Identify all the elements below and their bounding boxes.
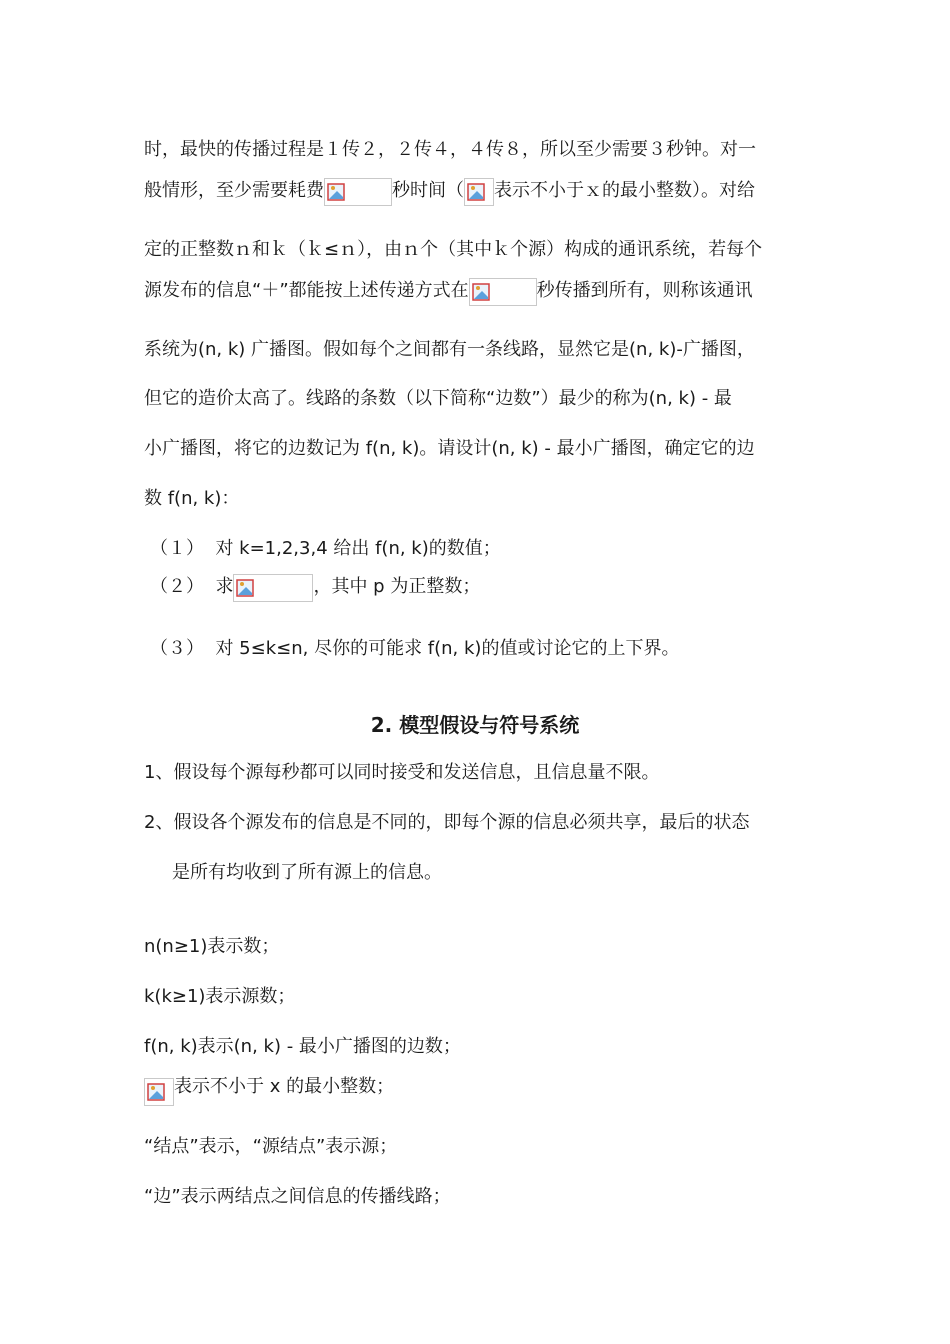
paragraph-line-2 — [144, 178, 755, 206]
question-text: 求 — [215, 576, 234, 597]
paragraph-line-4 — [144, 278, 753, 306]
paragraph-text: 秒传播到所有，则称该通讯 — [536, 280, 753, 301]
paragraph-line-6: 但它的造价太高了。线路的条数（以下简称“边数”）最少的称为(n, k) - 最 — [144, 388, 732, 409]
assumption-2: 2、假设各个源发布的信息是不同的，即每个源的信息必须共享，最后的状态 — [144, 812, 750, 833]
broken-image-icon — [327, 183, 345, 201]
section-heading: 2. 模型假设与符号系统 — [370, 713, 580, 737]
symbol-f: f(n, k)表示(n, k) - 最小广播图的边数； — [144, 1036, 461, 1057]
paragraph-text: 源发布的信息“＋”都能按上述传递方式在 — [144, 280, 469, 301]
formula-image — [469, 278, 537, 306]
question-text: 对 5≤k≤n, 尽你的可能求 f(n, k)的值或讨论它的上下界。 — [215, 638, 680, 659]
question-text: 对 k=1,2,3,4 给出 f(n, k)的数值； — [215, 538, 501, 559]
paragraph-text: 秒时间（ — [392, 180, 464, 201]
paragraph-line-1: 时，最快的传播过程是１传２，２传４，４传８，所以至少需要３秒钟。对一 — [144, 139, 756, 160]
broken-image-icon — [467, 183, 485, 201]
question-3 — [150, 636, 679, 662]
paragraph-line-8: 数 f(n, k)： — [144, 488, 240, 509]
paragraph-line-3: 定的正整数ｎ和ｋ（ｋ≤ｎ），由ｎ个（其中ｋ个源）构成的通讯系统，若每个 — [144, 239, 763, 260]
symbol-text: 表示不小于 x 的最小整数； — [174, 1076, 395, 1097]
ceiling-symbol-image — [144, 1078, 174, 1106]
question-2 — [150, 574, 480, 602]
question-number: （２） — [150, 576, 204, 597]
ceiling-symbol-image — [464, 178, 494, 206]
question-text: ，其中 p 为正整数； — [313, 576, 481, 597]
broken-image-icon — [472, 283, 490, 301]
paragraph-line-5: 系统为(n, k) 广播图。假如每个之间都有一条线路，显然它是(n, k)-广播图， — [144, 339, 755, 360]
paragraph-text: 般情形，至少需要耗费 — [144, 180, 324, 201]
assumption-2-continued: 是所有均收到了所有源上的信息。 — [172, 862, 442, 883]
paragraph-text: 表示不小于ｘ的最小整数）。对给 — [494, 180, 755, 201]
symbol-edge: “边”表示两结点之间信息的传播线路； — [144, 1186, 451, 1207]
formula-image — [233, 574, 313, 602]
symbol-n: n(n≥1)表示数； — [144, 936, 280, 957]
question-number: （１） — [150, 538, 204, 559]
assumption-1: 1、假设每个源每秒都可以同时接受和发送信息，且信息量不限。 — [144, 762, 660, 783]
symbol-node: “结点”表示，“源结点”表示源； — [144, 1136, 398, 1157]
question-1 — [150, 536, 501, 562]
broken-image-icon — [147, 1083, 165, 1101]
broken-image-icon — [236, 579, 254, 597]
paragraph-line-7: 小广播图，将它的边数记为 f(n, k)。请设计(n, k) - 最小广播图，确定它的边 — [144, 438, 755, 459]
symbol-ceiling — [144, 1074, 394, 1106]
question-number: （３） — [150, 638, 204, 659]
symbol-k: k(k≥1)表示源数； — [144, 986, 296, 1007]
formula-image — [324, 178, 392, 206]
